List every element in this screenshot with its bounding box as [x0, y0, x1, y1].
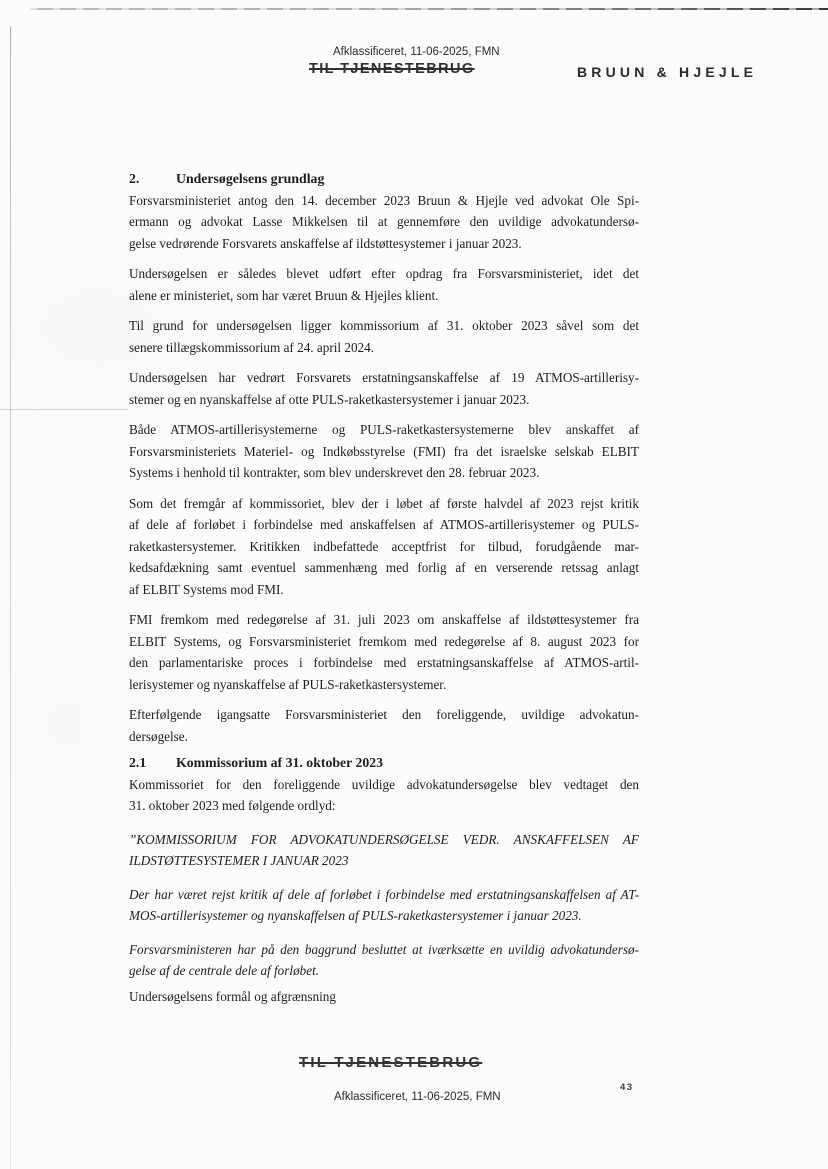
text-line: ”KOMMISSORIUM FOR ADVOKATUNDERSØGELSE VEDR. ANSKAFFELSEN AF: [129, 831, 639, 847]
document-body: [129, 0, 639, 1007]
firm-logo: BRUUN & HJEJLE: [577, 64, 758, 80]
text-line: ILDSTØTTESYSTEMER I JANUAR 2023: [129, 853, 349, 868]
text-line: lerisystemer og nyanskaffelse af PULS-raketkastersystemer.: [129, 676, 447, 692]
text-line: gelse vedrørende Forsvarets anskaffelse af ildstøttesystemer i januar 2023.: [129, 235, 522, 251]
text-line: af ELBIT Systems mod FMI.: [129, 581, 284, 597]
text-line: raketkastersystemer. Kritikken indbefattede acceptfrist for tilbud, forudgående mar-: [129, 538, 639, 554]
text-line: kedsafdækning samt eventuel sammenhæng med forlig af en verserende retssag anlagt: [129, 560, 639, 575]
text-line: Kommissoriet for den foreliggende uvildige advokatundersøgelse blev vedtaget den: [129, 776, 639, 792]
scan-artifact-margin-line: [0, 409, 128, 410]
paragraph: [129, 774, 639, 817]
text-line: Forsvarsministeriets Materiel- og Indkøbsstyrelse (FMI) fra det israelske selskab ELBIT: [129, 443, 639, 459]
text-line: Systems i henhold til kontrakter, som blev underskrevet den 28. februar 2023.: [129, 465, 540, 480]
paragraph: [129, 315, 639, 358]
header-classification-marking: TIL TJENESTEBRUG: [309, 61, 475, 77]
section-number: 2.1: [129, 755, 147, 770]
text-line: 31. oktober 2023 med følgende ordlyd:: [129, 798, 336, 813]
text-line: FMI fremkom med redegørelse af 31. juli 2023 om anskaffelse af ildstøttesystemer fra: [129, 612, 639, 627]
text-line: Forsvarsministeriet antog den 14. december 2023 Bruun & Hjejle ved advokat Ole Spi-: [129, 192, 639, 208]
text-line: MOS-artillerisystemer og nyanskaffelsen af PULS-raketkastersystemer i januar 2023.: [129, 908, 582, 923]
text-line: Efterfølgende igangsatte Forsvarsministeriet den foreliggende, uvildige advokatun-: [129, 707, 639, 722]
paragraph: [129, 986, 639, 1008]
text-line: den parlamentariske proces i forbindelse med erstatningsanskaffelse af ATMOS-artil-: [129, 655, 639, 670]
text-line: ermann og advokat Lasse Mikkelsen til at gennemføre den uvildige advokatundersø-: [129, 214, 639, 229]
text-line: Som det fremgår af kommissoriet, blev der i løbet af første halvdel af 2023 rejst kritik: [129, 495, 639, 511]
text-line: gelse af de centrale dele af forløbet.: [129, 963, 320, 978]
scan-artifact-left-line: [10, 26, 11, 1169]
quoted-paragraph: [129, 884, 639, 927]
text-line: Der har været rejst kritik af dele af forløbet i forbindelse med erstatningsanskaffelsen af AT-: [129, 886, 639, 902]
section-heading: [129, 752, 639, 774]
text-line: senere tillægskommissorium af 24. april 2024.: [129, 339, 375, 355]
text-line: dersøgelse.: [129, 728, 188, 744]
page-number: 43: [620, 1082, 634, 1093]
paragraph: [129, 419, 639, 484]
paragraph: [129, 263, 639, 306]
text-line: Undersøgelsens formål og afgrænsning: [129, 988, 336, 1004]
text-line: af dele af forløbet i forbindelse med anskaffelsen af ATMOS-artillerisystemer og PULS-: [129, 517, 639, 532]
quoted-paragraph: [129, 829, 639, 872]
text-line: ELBIT Systems, og Forsvarsministeriet fremkom med redegørelse af 8. august 2023 for: [129, 633, 639, 649]
text-line: Både ATMOS-artillerisystemerne og PULS-raketkastersystemerne blev anskaffet af: [129, 422, 639, 437]
paragraph: [129, 609, 639, 695]
text-line: Undersøgelsen er således blevet udført efter opdrag fra Forsvarsministeriet, idet det: [129, 266, 639, 281]
text-line: alene er ministeriet, som har været Bruun & Hjejles klient.: [129, 287, 439, 303]
header-declassification-note: Afklassificeret, 11-06-2025, FMN: [333, 46, 500, 58]
footer-classification-marking: TIL TJENESTEBRUG: [299, 1054, 483, 1071]
paragraph: [129, 367, 639, 410]
footer-declassification-note: Afklassificeret, 11-06-2025, FMN: [334, 1091, 501, 1103]
text-line: Undersøgelsen har vedrørt Forsvarets erstatningsanskaffelse af 19 ATMOS-artillerisy-: [129, 370, 639, 385]
paragraph: [129, 190, 639, 255]
section-title: Undersøgelsens grundlag: [176, 171, 325, 186]
section-title: Kommissorium af 31. oktober 2023: [176, 755, 384, 770]
paragraph: [129, 704, 639, 747]
text-line: Til grund for undersøgelsen ligger kommissorium af 31. oktober 2023 såvel som det: [129, 318, 639, 333]
text-line: Forsvarsministeren har på den baggrund besluttet at iværksætte en uvildig advokatundersø-: [129, 941, 639, 957]
section-heading: [129, 168, 639, 190]
quoted-paragraph: [129, 939, 639, 982]
section-number: 2.: [129, 171, 140, 186]
paragraph: [129, 493, 639, 601]
text-line: stemer og en nyanskaffelse af otte PULS-raketkastersystemer i januar 2023.: [129, 391, 530, 407]
